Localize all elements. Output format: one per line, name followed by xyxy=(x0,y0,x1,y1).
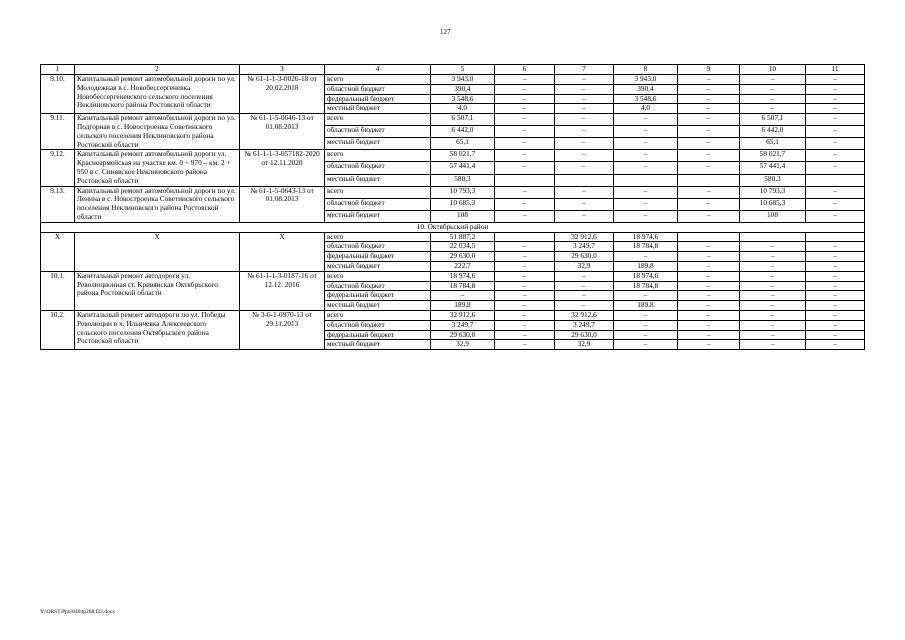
amount-cell: – xyxy=(806,150,865,162)
funding-source: местный бюджет xyxy=(325,340,431,350)
amount-cell: – xyxy=(740,84,806,94)
amount-cell: – xyxy=(740,320,806,330)
funding-source: всего xyxy=(325,75,431,85)
amount-cell: 29 630,0 xyxy=(431,330,495,340)
amount-cell: – xyxy=(495,150,555,162)
object-name: Капитальный ремонт автомобильной дороги по ул. Ленина в с. Новостроенка Советинского сельского поселения Неклиновского района Ростовской области xyxy=(75,186,240,222)
amount-cell: 22 034,5 xyxy=(431,242,495,252)
table-row xyxy=(41,232,865,242)
amount-cell: 32,9 xyxy=(431,340,495,350)
amount-cell: 3 548,6 xyxy=(614,94,678,104)
amount-cell: – xyxy=(495,301,555,311)
amount-cell: – xyxy=(678,186,740,198)
column-number: 11 xyxy=(806,65,865,75)
amount-cell: – xyxy=(806,281,865,291)
amount-cell: 3 943,0 xyxy=(431,75,495,85)
expertise-conclusion: № 61-1-1-3-0187-16 от 12.12. 2016 xyxy=(240,271,325,310)
table-row xyxy=(41,186,865,198)
amount-cell: – xyxy=(614,252,678,262)
amount-cell: 222,7 xyxy=(431,261,495,271)
amount-cell: 6 442,0 xyxy=(740,126,806,138)
amount-cell: – xyxy=(678,75,740,85)
funding-source: всего xyxy=(325,186,431,198)
table-row xyxy=(41,150,865,162)
amount-cell: – xyxy=(614,114,678,126)
amount-cell: – xyxy=(740,252,806,262)
amount-cell: – xyxy=(806,271,865,281)
item-number: 9.10. xyxy=(41,75,75,114)
amount-cell: – xyxy=(678,126,740,138)
amount-cell: – xyxy=(678,104,740,114)
item-number: 9.12. xyxy=(41,150,75,186)
amount-cell: 18 784,8 xyxy=(614,281,678,291)
amount-cell: – xyxy=(806,126,865,138)
amount-cell: – xyxy=(495,162,555,174)
funding-source: областной бюджет xyxy=(325,281,431,291)
amount-cell: – xyxy=(806,84,865,94)
amount-cell: 580,3 xyxy=(431,174,495,186)
amount-cell xyxy=(614,174,678,186)
amount-cell: 32,9 xyxy=(555,261,614,271)
amount-cell: – xyxy=(678,162,740,174)
amount-cell: – xyxy=(678,281,740,291)
amount-cell: – xyxy=(495,281,555,291)
amount-cell: – xyxy=(555,186,614,198)
expertise-conclusion: № 61-1-5-0643-13 от 01.08.2013 xyxy=(240,186,325,222)
amount-cell: 6 507,1 xyxy=(740,114,806,126)
amount-cell: – xyxy=(678,261,740,271)
funding-source: местный бюджет xyxy=(325,104,431,114)
expertise-conclusion: № 61-1-1-3-057182-2020 от 12.11.2020 xyxy=(240,150,325,186)
amount-cell: – xyxy=(806,310,865,320)
funding-source: федеральный бюджет xyxy=(325,291,431,301)
amount-cell: – xyxy=(678,301,740,311)
amount-cell: – xyxy=(678,210,740,222)
amount-cell: 6 507,1 xyxy=(431,114,495,126)
amount-cell: – xyxy=(740,340,806,350)
amount-cell: 3 249,7 xyxy=(431,320,495,330)
amount-cell: – xyxy=(806,340,865,350)
amount-cell: – xyxy=(555,150,614,162)
expertise-conclusion: № 61-1-5-0646-13 от 01.08.2013 xyxy=(240,114,325,150)
amount-cell: – xyxy=(614,186,678,198)
amount-cell: – xyxy=(555,301,614,311)
amount-cell: 4,0 xyxy=(431,104,495,114)
amount-cell: – xyxy=(614,210,678,222)
amount-cell: – xyxy=(555,210,614,222)
amount-cell: – xyxy=(806,242,865,252)
amount-cell: 390,4 xyxy=(614,84,678,94)
funding-source: всего xyxy=(325,150,431,162)
object-name: Капитальный ремонт автомобильной дороги ул. Красноармейская на участке км. 0 + 970 – км. 2 + 950 в с. Синявское Неклиновского района Ростовской области xyxy=(75,150,240,186)
amount-cell: – xyxy=(614,126,678,138)
object-name: Х xyxy=(75,232,240,271)
amount-cell: 32,9 xyxy=(555,340,614,350)
item-number: 10.1. xyxy=(41,271,75,310)
table-row xyxy=(41,310,865,320)
amount-cell: 10 685,3 xyxy=(740,198,806,210)
amount-cell: 18 974,6 xyxy=(614,232,678,242)
amount-cell: – xyxy=(678,198,740,210)
amount-cell: – xyxy=(431,291,495,301)
amount-cell xyxy=(678,174,740,186)
amount-cell: – xyxy=(555,138,614,150)
amount-cell: – xyxy=(678,242,740,252)
amount-cell: – xyxy=(614,310,678,320)
amount-cell: 32 912,6 xyxy=(555,310,614,320)
amount-cell: 189,8 xyxy=(431,301,495,311)
amount-cell: – xyxy=(678,84,740,94)
amount-cell: – xyxy=(555,104,614,114)
amount-cell: 57 441,4 xyxy=(740,162,806,174)
amount-cell: – xyxy=(495,114,555,126)
item-number: 10.2. xyxy=(41,310,75,349)
amount-cell: – xyxy=(806,198,865,210)
amount-cell: 3 548,6 xyxy=(431,94,495,104)
amount-cell: – xyxy=(806,186,865,198)
item-number: Х xyxy=(41,232,75,271)
amount-cell: 3 249,7 xyxy=(555,242,614,252)
amount-cell: 18 784,8 xyxy=(614,242,678,252)
amount-cell: – xyxy=(555,198,614,210)
amount-cell: – xyxy=(614,340,678,350)
amount-cell: – xyxy=(740,301,806,311)
funding-source: областной бюджет xyxy=(325,242,431,252)
amount-cell: – xyxy=(806,252,865,262)
column-number: 8 xyxy=(614,65,678,75)
amount-cell: – xyxy=(678,291,740,301)
amount-cell xyxy=(806,174,865,186)
amount-cell: 10 793,3 xyxy=(740,186,806,198)
funding-source: областной бюджет xyxy=(325,126,431,138)
amount-cell xyxy=(678,232,740,242)
funding-source: местный бюджет xyxy=(325,138,431,150)
amount-cell: – xyxy=(495,84,555,94)
column-number: 9 xyxy=(678,65,740,75)
funding-source: местный бюджет xyxy=(325,301,431,311)
table-row xyxy=(41,271,865,281)
amount-cell: 18 974,6 xyxy=(431,271,495,281)
column-number: 2 xyxy=(75,65,240,75)
amount-cell: 108 xyxy=(740,210,806,222)
amount-cell: – xyxy=(740,330,806,340)
item-number: 9.13. xyxy=(41,186,75,222)
amount-cell: 65,1 xyxy=(740,138,806,150)
amount-cell: – xyxy=(740,94,806,104)
amount-cell: – xyxy=(495,330,555,340)
amount-cell: – xyxy=(678,271,740,281)
funding-source: федеральный бюджет xyxy=(325,94,431,104)
expertise-conclusion: Х xyxy=(240,232,325,271)
column-number-row xyxy=(41,65,865,75)
amount-cell xyxy=(495,174,555,186)
column-number: 1 xyxy=(41,65,75,75)
amount-cell: – xyxy=(614,320,678,330)
column-number: 5 xyxy=(431,65,495,75)
amount-cell: – xyxy=(555,162,614,174)
amount-cell: – xyxy=(495,291,555,301)
amount-cell: 189,8 xyxy=(614,301,678,311)
amount-cell: – xyxy=(806,291,865,301)
amount-cell: – xyxy=(555,126,614,138)
amount-cell: – xyxy=(495,198,555,210)
amount-cell: – xyxy=(740,75,806,85)
amount-cell: – xyxy=(806,301,865,311)
amount-cell: – xyxy=(495,104,555,114)
amount-cell: – xyxy=(555,291,614,301)
amount-cell: 18 784,8 xyxy=(431,281,495,291)
amount-cell: – xyxy=(495,75,555,85)
amount-cell: – xyxy=(740,261,806,271)
funding-source: всего xyxy=(325,114,431,126)
object-name: Капитальный ремонт автомобильной дороги по ул. Молодежная в с. Новобессергеневка Новобессергеневского сельского поселения Неклиновского района Ростовской области xyxy=(75,75,240,114)
amount-cell: – xyxy=(678,94,740,104)
amount-cell: – xyxy=(740,291,806,301)
column-number: 10 xyxy=(740,65,806,75)
amount-cell: 58 021,7 xyxy=(431,150,495,162)
amount-cell: 10 685,3 xyxy=(431,198,495,210)
amount-cell: 58 021,7 xyxy=(740,150,806,162)
funding-source: всего xyxy=(325,232,431,242)
amount-cell: – xyxy=(740,104,806,114)
funding-source: областной бюджет xyxy=(325,320,431,330)
amount-cell: 4,0 xyxy=(614,104,678,114)
amount-cell: 32 912,6 xyxy=(431,310,495,320)
column-number: 6 xyxy=(495,65,555,75)
section-title: 10. Октябрьский район xyxy=(41,222,865,232)
amount-cell: – xyxy=(614,150,678,162)
funding-source: всего xyxy=(325,310,431,320)
column-number: 4 xyxy=(325,65,431,75)
amount-cell xyxy=(495,232,555,242)
amount-cell: 6 442,0 xyxy=(431,126,495,138)
amount-cell xyxy=(555,174,614,186)
amount-cell: – xyxy=(678,138,740,150)
amount-cell: 29 630,0 xyxy=(555,330,614,340)
amount-cell: – xyxy=(806,94,865,104)
amount-cell: 580,3 xyxy=(740,174,806,186)
amount-cell: – xyxy=(806,138,865,150)
amount-cell: – xyxy=(614,162,678,174)
amount-cell: – xyxy=(740,242,806,252)
amount-cell: – xyxy=(495,310,555,320)
amount-cell: – xyxy=(678,150,740,162)
funding-source: федеральный бюджет xyxy=(325,252,431,262)
amount-cell: – xyxy=(555,84,614,94)
amount-cell: – xyxy=(678,330,740,340)
amount-cell: – xyxy=(495,242,555,252)
object-name: Капитальный ремонт автомобильной дороги по ул. Подгорная в с. Новостроенка Советинского сельского поселения Неклиновского района Ростовской области xyxy=(75,114,240,150)
amount-cell: – xyxy=(740,310,806,320)
amount-cell: – xyxy=(495,138,555,150)
amount-cell: – xyxy=(806,114,865,126)
expertise-conclusion: № 61-1-1-3-0026-18 от 20.02.2018 xyxy=(240,75,325,114)
amount-cell: – xyxy=(614,138,678,150)
table-row xyxy=(41,114,865,126)
page-number: 127 xyxy=(440,28,451,36)
column-number: 7 xyxy=(555,65,614,75)
amount-cell: – xyxy=(740,281,806,291)
funding-source: федеральный бюджет xyxy=(325,330,431,340)
item-number: 9.11. xyxy=(41,114,75,150)
amount-cell: 51 887,2 xyxy=(431,232,495,242)
funding-source: областной бюджет xyxy=(325,84,431,94)
amount-cell: – xyxy=(678,310,740,320)
amount-cell: – xyxy=(555,75,614,85)
amount-cell: – xyxy=(495,261,555,271)
table-row xyxy=(41,75,865,85)
amount-cell: 3 249,7 xyxy=(555,320,614,330)
amount-cell: – xyxy=(678,340,740,350)
amount-cell: 57 441,4 xyxy=(431,162,495,174)
amount-cell: – xyxy=(806,320,865,330)
amount-cell: – xyxy=(740,271,806,281)
amount-cell: 65,1 xyxy=(431,138,495,150)
amount-cell: – xyxy=(614,291,678,301)
amount-cell: – xyxy=(806,162,865,174)
amount-cell: – xyxy=(495,340,555,350)
amount-cell: – xyxy=(806,261,865,271)
funding-source: областной бюджет xyxy=(325,162,431,174)
amount-cell xyxy=(740,232,806,242)
amount-cell: – xyxy=(678,320,740,330)
amount-cell: 108 xyxy=(431,210,495,222)
amount-cell: – xyxy=(806,75,865,85)
amount-cell: 18 974,6 xyxy=(614,271,678,281)
amount-cell: 3 943,0 xyxy=(614,75,678,85)
funding-source: всего xyxy=(325,271,431,281)
funding-source: местный бюджет xyxy=(325,210,431,222)
amount-cell: – xyxy=(806,104,865,114)
amount-cell xyxy=(806,232,865,242)
budget-table xyxy=(40,64,865,350)
object-name: Капитальный ремонт автодороги ул. Революционная ст. Кривянская Октябрьского района Ростовской области xyxy=(75,271,240,310)
amount-cell: 390,4 xyxy=(431,84,495,94)
amount-cell: – xyxy=(555,114,614,126)
object-name: Капитальный ремонт автодороги по ул. Победы Революции в х. Ильичевка Алексеевского сельского поселения Октябрьского района Ростовской области xyxy=(75,310,240,349)
funding-source: областной бюджет xyxy=(325,198,431,210)
amount-cell: – xyxy=(495,126,555,138)
amount-cell: 29 630,0 xyxy=(431,252,495,262)
amount-cell: 189,8 xyxy=(614,261,678,271)
amount-cell: – xyxy=(555,281,614,291)
amount-cell: – xyxy=(555,94,614,104)
amount-cell: – xyxy=(614,330,678,340)
column-number: 3 xyxy=(240,65,325,75)
section-header-row xyxy=(41,222,865,232)
amount-cell: 10 793,3 xyxy=(431,186,495,198)
amount-cell: – xyxy=(806,330,865,340)
funding-source: местный бюджет xyxy=(325,174,431,186)
amount-cell: – xyxy=(614,198,678,210)
expertise-conclusion: № 3-6-1-0970-13 от 29.11.2013 xyxy=(240,310,325,349)
amount-cell: – xyxy=(495,210,555,222)
amount-cell: – xyxy=(495,186,555,198)
funding-source: местный бюджет xyxy=(325,261,431,271)
amount-cell: – xyxy=(678,114,740,126)
amount-cell: – xyxy=(495,252,555,262)
amount-cell: 32 912,6 xyxy=(555,232,614,242)
amount-cell: – xyxy=(495,271,555,281)
amount-cell: – xyxy=(806,210,865,222)
amount-cell: – xyxy=(555,271,614,281)
amount-cell: – xyxy=(495,94,555,104)
amount-cell: – xyxy=(495,320,555,330)
amount-cell: – xyxy=(678,252,740,262)
table-body xyxy=(41,65,865,350)
amount-cell: 29 630,0 xyxy=(555,252,614,262)
file-path-footer: Y:\ORST\Ppo\0404p268.f22.docx xyxy=(40,609,115,615)
